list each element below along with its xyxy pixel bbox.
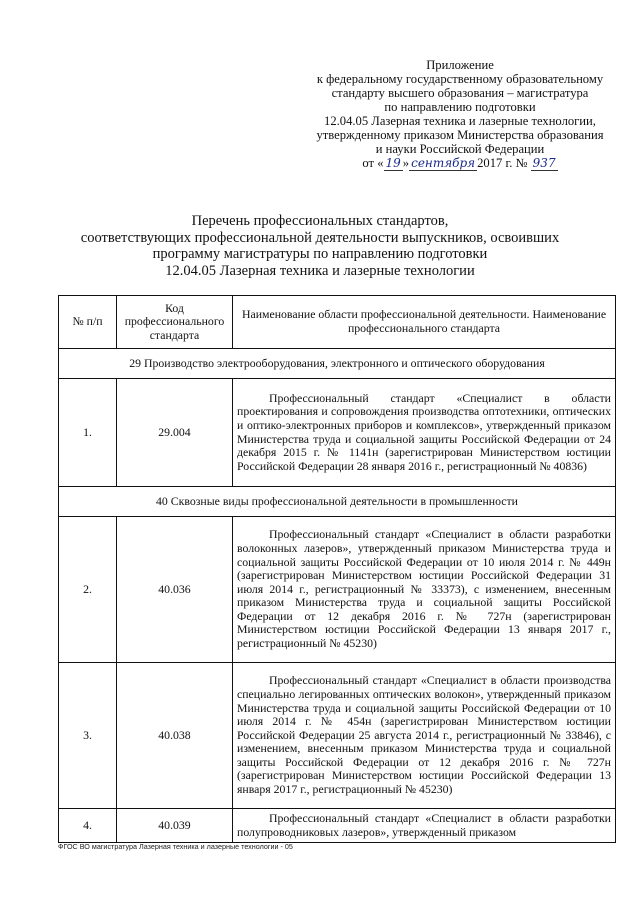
appendix-line: 12.04.05 Лазерная техника и лазерные технологии, — [324, 114, 596, 128]
table-header-row — [59, 296, 616, 349]
row-description: Профессиональный стандарт «Специалист в области производства специально легированных оптических волокон», утвержденный приказом Министерства труда и социальной защиты Российской Федерации от 10 июля 2014 г. № 454н (зарегистрирован Министерством юстиции Российской Федерации 25 августа 2014 г., регистрационный № 33846), с изменением, внесенным приказом Министерства труда и социальной защиты Российской Федерации от 12 декабря 2016 г. № 727н (зарегистрирован Министерством юстиции Российской Федерации 13 января 2017 г., регистрационный № 45230) — [233, 663, 616, 809]
table-row — [59, 663, 616, 809]
date-mid: » — [402, 156, 410, 170]
table-row — [59, 379, 616, 487]
table-row — [59, 809, 616, 843]
section-row — [59, 349, 616, 379]
row-code: 40.039 — [117, 809, 233, 843]
appendix-line: стандарту высшего образования – магистратура — [331, 86, 589, 100]
handwritten-month: сентября — [411, 156, 476, 170]
row-code: 40.036 — [117, 517, 233, 663]
table-row — [59, 517, 616, 663]
handwritten-order-number: 937 — [532, 156, 556, 170]
standards-table — [58, 295, 616, 843]
title-line: Перечень профессиональных стандартов, — [191, 213, 449, 229]
title-line: программу магистратуры по направлению подготовки — [152, 246, 488, 262]
date-year: 2017 г. № — [477, 156, 528, 170]
row-num: 2. — [59, 517, 117, 663]
appendix-block — [300, 58, 620, 170]
date-prefix: от « — [362, 156, 384, 170]
row-description: Профессиональный стандарт «Специалист в области разработки волоконных лазеров», утвержденный приказом Министерства труда и социальной защиты Российской Федерации от 10 июля 2014 г. № 449н (зарегистрирован Министерством юстиции Российской Федерации 31 июля 2014 г., регистрационный № 33373), с изменением, внесенным приказом Министерства труда и социальной защиты Российской Федерации от 12 декабря 2016 г. № 727н (зарегистрирован Министерством юстиции Российской Федерации 13 января 2017 г., регистрационный № 45230) — [233, 517, 616, 663]
order-date-line — [300, 156, 620, 170]
appendix-line: Приложение — [426, 58, 494, 72]
title-line: 12.04.05 Лазерная техника и лазерные технологии — [165, 262, 475, 279]
document-title — [40, 213, 600, 279]
handwritten-day: 19 — [385, 156, 401, 170]
appendix-line: к федеральному государственному образовательному — [316, 72, 604, 86]
row-num: 3. — [59, 663, 117, 809]
header-num: № п/п — [59, 296, 117, 349]
appendix-line: утвержденному приказом Министерства образования — [316, 128, 604, 142]
appendix-line: и науки Российской Федерации — [375, 142, 545, 156]
header-code: Код профессионального стандарта — [117, 296, 233, 349]
title-line: соответствующих профессиональной деятельности выпускников, освоивших — [80, 229, 560, 246]
page-footer: ФГОС ВО магистратура Лазерная техника и лазерные технологии - 05 — [58, 842, 293, 851]
row-description: Профессиональный стандарт «Специалист в области проектирования и сопровождения производства оптотехники, оптических и оптико-электронных приборов и комплексов», утвержденный приказом Министерства труда и социальной защиты Российской Федерации от 24 декабря 2015 г. № 1141н (зарегистрирован Министерством юстиции Российской Федерации 28 января 2016 г., регистрационный № 40836) — [233, 379, 616, 487]
row-description: Профессиональный стандарт «Специалист в области разработки полупроводниковых лазеров», утвержденный приказом — [233, 809, 616, 843]
section-row — [59, 487, 616, 517]
section-title: 29 Производство электрооборудования, электронного и оптического оборудования — [59, 349, 616, 379]
row-code: 40.038 — [117, 663, 233, 809]
section-title: 40 Сквозные виды профессиональной деятельности в промышленности — [59, 487, 616, 517]
appendix-line: по направлению подготовки — [384, 100, 536, 114]
header-name: Наименование области профессиональной деятельности. Наименование профессионального стандарта — [233, 296, 616, 349]
row-code: 29.004 — [117, 379, 233, 487]
row-num: 1. — [59, 379, 117, 487]
row-num: 4. — [59, 809, 117, 843]
